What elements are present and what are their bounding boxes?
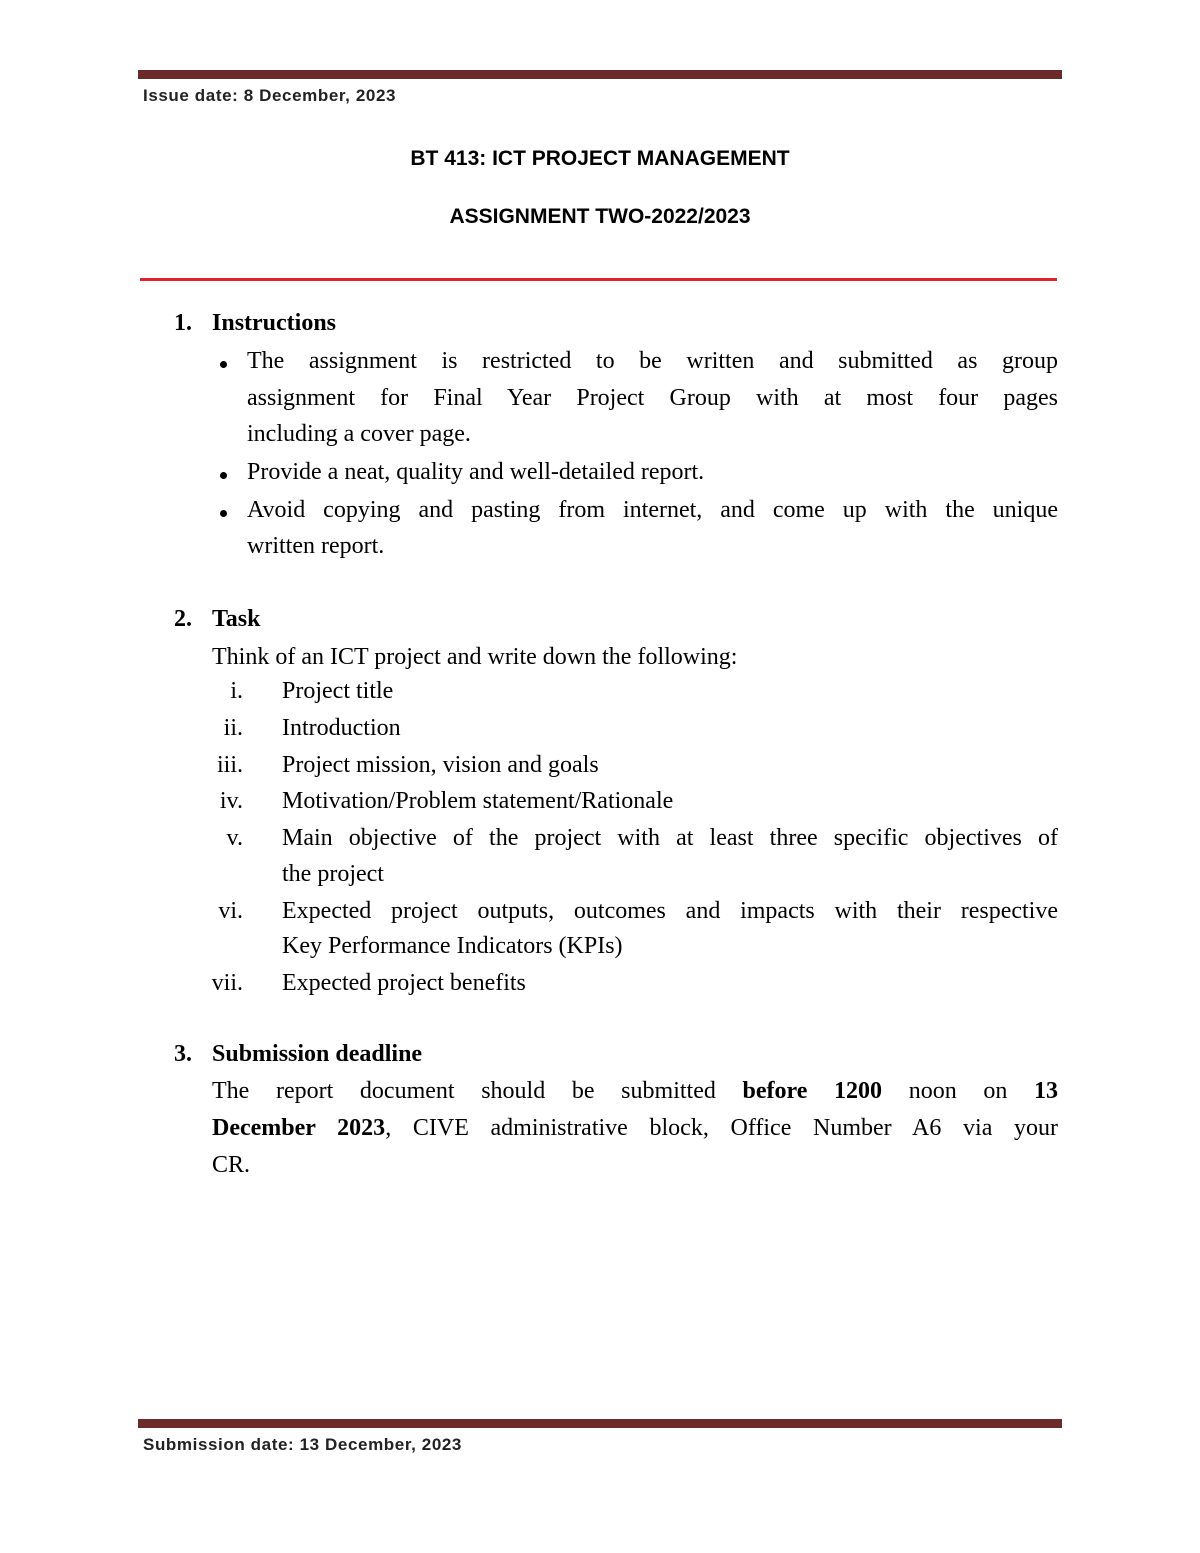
section-heading: Submission deadline [212, 1041, 423, 1067]
deadline-day: 13 [1034, 1078, 1059, 1104]
section-number: 3. [174, 1041, 192, 1067]
bullet-line: including a cover page. [247, 421, 471, 447]
bullet-line: The assignment is restricted to be written and submitted as group [247, 348, 1058, 374]
deadline-month-year: December 2023 [212, 1115, 386, 1141]
deadline-line [212, 1078, 1058, 1105]
list-numeral: iv. [219, 788, 243, 814]
list-item: Key Performance Indicators (KPIs) [282, 933, 623, 959]
header-rule [138, 70, 1062, 79]
title-divider [140, 278, 1057, 281]
issue-date: Issue date: 8 December, 2023 [143, 86, 397, 105]
deadline-text: The report document should be submitted [212, 1078, 716, 1104]
list-item: Project title [282, 678, 394, 704]
submission-date: Submission date: 13 December, 2023 [143, 1435, 462, 1454]
deadline-time: before 1200 [742, 1078, 883, 1104]
deadline-text: noon on [908, 1078, 1008, 1104]
bullet-icon [220, 472, 227, 479]
bullet-line: Avoid copying and pasting from internet, and come up with the unique [247, 497, 1058, 523]
deadline-line: CR. [212, 1152, 251, 1178]
list-numeral: vii. [211, 970, 243, 996]
list-numeral: vi. [218, 898, 243, 924]
list-numeral: iii. [216, 752, 243, 778]
list-numeral: ii. [223, 715, 243, 741]
list-item: Expected project benefits [282, 970, 526, 996]
list-item: Introduction [282, 715, 401, 741]
bullet-line: assignment for Final Year Project Group with at most four pages [247, 385, 1058, 411]
section-heading: Instructions [212, 310, 337, 336]
footer-rule [138, 1419, 1062, 1428]
list-numeral: v. [226, 825, 243, 851]
deadline-line [212, 1115, 1058, 1142]
bullet-icon [220, 510, 227, 517]
deadline-location: , CIVE administrative block, Office Number A6 via your [385, 1115, 1059, 1141]
section-heading: Task [212, 606, 261, 632]
bullet-icon [220, 361, 227, 368]
list-item: Project mission, vision and goals [282, 752, 599, 778]
section-number: 1. [174, 310, 192, 336]
list-numeral: i. [230, 678, 243, 704]
bullet-line: Provide a neat, quality and well-detailed report. [247, 459, 705, 485]
list-item: Motivation/Problem statement/Rationale [282, 788, 674, 814]
assignment-title: ASSIGNMENT TWO-2022/2023 [449, 205, 751, 228]
task-intro: Think of an ICT project and write down the following: [212, 644, 738, 670]
list-item: the project [282, 861, 384, 887]
section-number: 2. [174, 606, 192, 632]
course-title: BT 413: ICT PROJECT MANAGEMENT [410, 147, 790, 170]
list-item: Expected project outputs, outcomes and impacts with their respective [282, 898, 1058, 924]
bullet-line: written report. [247, 533, 385, 559]
list-item: Main objective of the project with at least three specific objectives of [282, 825, 1058, 851]
